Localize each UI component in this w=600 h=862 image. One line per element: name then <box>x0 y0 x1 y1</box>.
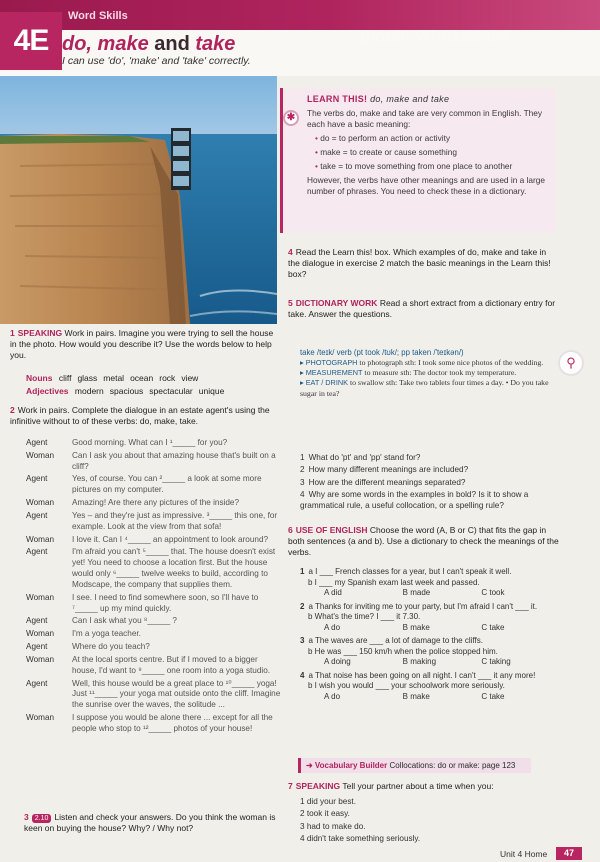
exercise-6-items <box>300 567 560 706</box>
list-item: 2 took it easy. <box>300 809 350 819</box>
list-item: 1 a I ___ French classes for a year, but I can't speak it well. b I ___ my Spanish exam last week and passed. A did B made C took <box>300 567 512 598</box>
dictionary-headword: take /teɪk/ verb (pt took /tʊk/; pp taken /'teɪkən/) <box>300 348 464 357</box>
learn-this-outro: However, the verbs have other meanings and are used in a large number of phrases. You need to check these in a dictionary. <box>307 174 545 196</box>
list-item: 2 a Thanks for inviting me to your party, but I'm afraid I can't ___ it. b What's the time? I ___ it 7.30. A do B make C take <box>300 601 538 632</box>
learn-this-heading: LEARN THIS! do, make and take <box>307 94 450 104</box>
exercise-6: 6 USE OF ENGLISH Choose the word (A, B or C) that fits the gap in both sentences (a and b). Use a dictionary to check the meanings of the verbs. <box>288 525 559 558</box>
exercise-2: 2 Work in pairs. Complete the dialogue in an estate agent's using the infinitive without to of these verbs: do, make, take. <box>10 405 270 427</box>
lightbulb-icon: ✱ <box>283 110 299 126</box>
dialogue-line: Woman I love it. Can I ⁴_____ an appointment to look around? <box>26 534 269 544</box>
list-item: 1 did your best. <box>300 797 356 806</box>
watermark-logo: global Whiteboard <box>360 27 509 46</box>
list-item: 1 What do 'pt' and 'pp' stand for? <box>300 453 421 462</box>
vocabulary-builder-link[interactable]: ➜ Vocabulary Builder Collocations: do or make: page 123 <box>298 758 531 773</box>
dialogue-line: Agent Can I ask what you ⁸_____ ? <box>26 616 177 626</box>
estate-agent-dialogue <box>26 438 281 737</box>
page-number: 47 <box>556 847 582 860</box>
nouns-row: Nouns cliff glass metal ocean rock view <box>26 373 199 383</box>
cliff-house-photo <box>0 76 277 324</box>
footer-unit-label: Unit 4 Home <box>500 849 548 859</box>
learn-this-bullet: • take = to move something from one place to another <box>315 161 548 172</box>
lesson-title: do, make and take <box>62 33 236 55</box>
dictionary-sense: ▸ MEASUREMENT to measure sth: The doctor took my temperature. <box>300 368 517 378</box>
list-item: 4 Why are some words in the examples in bold? Is it to show a grammatical rule, a useful collocation, or a spelling rule? <box>300 489 529 510</box>
audio-track-icon[interactable]: 2.10 <box>32 814 52 823</box>
unit-code-badge: 4E <box>0 12 62 70</box>
dictionary-sense: ▸ PHOTOGRAPH to photograph sth: I took some nice photos of the wedding. <box>300 358 544 368</box>
dialogue-line: Woman I suppose you would be alone there ... except for all the people who stop to ¹²_____ photos of your house! <box>26 713 273 733</box>
skill-type-label: Word Skills <box>68 10 128 22</box>
dialogue-line: Agent Yes – and they're just as impressive. ³_____ this one, for example. Look at the view from that sofa! <box>26 510 278 531</box>
learn-this-intro: The verbs do, make and take are very common in English. They each have a basic meaning: <box>307 107 543 129</box>
list-item: 3 How are the different meanings separated? <box>300 477 466 487</box>
dialogue-line: Agent Yes, of course. You can ²_____ a look at some more pictures on my computer. <box>26 474 262 495</box>
list-item: 4 a That noise has been going on all night. I can't ___ it any more! b I wish you would ___ your schoolwork more seriously. A do B make C take <box>300 670 536 702</box>
learn-this-bullet: • make = to create or cause something <box>315 147 548 158</box>
exercise-7: 7 SPEAKING Tell your partner about a time when you: <box>288 781 494 791</box>
exercise-1: 1 SPEAKING Work in pairs. Imagine you were trying to sell the house in the photo. How would you describe it? Use the words below to help you. <box>10 328 274 361</box>
dialogue-line: Agent Good morning. What can I ¹_____ for you? <box>26 438 228 447</box>
dialogue-line: Woman Can I ask you about that amazing house that's built on a cliff? <box>26 450 276 471</box>
exercise-5: 5 DICTIONARY WORK Read a short extract from a dictionary entry for take. Answer the questions. <box>288 298 556 320</box>
dialogue-line: Woman Amazing! Are there any pictures of the inside? <box>26 498 240 508</box>
word-bank <box>26 373 276 399</box>
dialogue-line: Woman I see. I need to find somewhere soon, so I'll have to ⁷_____ up my mind quickly. <box>26 592 259 613</box>
list-item: 2 How many different meanings are included? <box>300 465 469 475</box>
exercise-5-questions <box>300 453 568 513</box>
learn-this-bullet: • do = to perform an action or activity <box>315 133 548 144</box>
dialogue-line: Agent Well, this house would be a great place to ¹⁰_____ yoga! Just ¹¹_____ your yoga mat outside onto the cliff. Imagine the sunrise over the waves, the solitude ... <box>26 678 281 710</box>
exercise-4: 4 Read the Learn this! box. Which examples of do, make and take in the dialogue in exercise 2 match the basic meanings in the Learn this! box? <box>288 247 551 280</box>
adjectives-row: Adjectives modern spacious spectacular unique <box>26 386 225 397</box>
lesson-objective: I can use 'do', 'make' and 'take' correctly. <box>62 55 251 67</box>
dialogue-line: Woman At the local sports centre. But if I moved to a bigger house, I'd want to ⁹_____ one room into a yoga studio. <box>26 654 271 675</box>
list-item: 3 a The waves are ___ a lot of damage to the cliffs. b He was ___ 150 km/h when the police stopped him. A doing B making C taking <box>300 636 511 667</box>
dialogue-line: Agent Where do you teach? <box>26 642 150 652</box>
exercise-7-items <box>300 797 420 846</box>
dialogue-line: Agent I'm afraid you can't ⁵_____ that. The house doesn't exist yet! You need to choose a location first. But the house would only ⁶_____ twelve weeks to build, according to Modscape, the company that supplies them. <box>26 547 276 589</box>
exercise-3: 3 2.10 Listen and check your answers. Do you think the woman is keen on buying the house? Why? / Why not? <box>24 812 276 834</box>
list-item: 4 didn't take something seriously. <box>300 833 421 843</box>
magnifier-icon: ⚲ <box>560 352 582 374</box>
list-item: 3 had to make do. <box>300 821 366 831</box>
learn-this-box <box>280 88 556 233</box>
dictionary-sense: ▸ EAT / DRINK to swallow sth: Take two tablets four times a day. • Do you take sugar in tea? <box>300 378 549 398</box>
dictionary-extract <box>300 348 565 441</box>
dialogue-line: Woman I'm a yoga teacher. <box>26 629 141 639</box>
